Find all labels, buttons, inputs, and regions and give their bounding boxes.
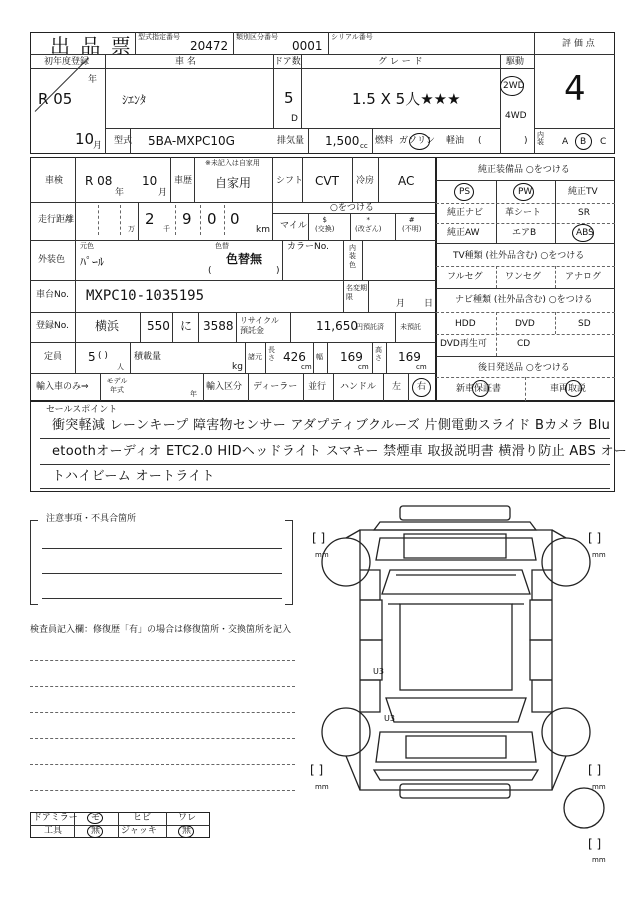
drive-2wd-circle: [500, 76, 524, 96]
divider: [436, 288, 615, 289]
divider: [170, 157, 171, 202]
caution-line: [42, 598, 282, 599]
divider: [386, 342, 387, 373]
shaken-month: 10: [142, 174, 158, 188]
km-unit: km: [256, 225, 270, 235]
divider: [436, 312, 615, 313]
drive-4wd[interactable]: 4WD: [505, 111, 527, 121]
divider: [436, 180, 615, 181]
u3-mark-a: U3: [373, 667, 384, 676]
exchange-option[interactable]: $ (交換): [315, 216, 335, 234]
divider: [272, 157, 273, 202]
sales-line-3: トハイビーム オートライト: [52, 469, 215, 484]
equip-abs-circle: [572, 224, 594, 242]
divider: [534, 32, 535, 154]
caution-line: [42, 573, 282, 574]
reg-num: 3588: [203, 319, 234, 333]
warranty-circle: [472, 380, 489, 397]
divider: [120, 205, 121, 235]
wid-unit: cm: [358, 363, 369, 371]
mileage-digit-3: 0: [207, 210, 217, 228]
history-value: 自家用: [215, 176, 252, 190]
shaken-year-unit: 年: [115, 188, 125, 198]
serial-label: シリアル番号: [331, 33, 373, 41]
first-reg-month: 10: [75, 130, 95, 148]
later-title: 後日発送品 ○をつける: [478, 363, 570, 373]
handle-left[interactable]: 左: [392, 382, 402, 392]
divider: [328, 32, 329, 54]
rating-value: 4: [564, 69, 586, 109]
paren-open: (: [208, 266, 212, 276]
inspector-line: [30, 790, 295, 791]
tools-label: 工具: [44, 826, 63, 836]
handle-label: ハンドル: [340, 382, 377, 392]
tv-analog[interactable]: アナログ: [565, 272, 602, 282]
naiso-label: 内装色: [349, 244, 356, 269]
divider: [194, 157, 195, 202]
equip-airbag[interactable]: エアB: [512, 228, 537, 238]
car-name: ｼｴﾝﾀ: [122, 93, 147, 107]
history-note: ※未記入は自家用: [205, 159, 260, 167]
divider: [282, 240, 283, 280]
mm-top-left: mm: [315, 551, 329, 559]
paren-close: ): [276, 266, 280, 276]
mark-instruction: ○をつける: [330, 203, 374, 213]
model-year-unit: 年: [190, 390, 197, 398]
dealer-option[interactable]: ディーラー: [253, 382, 298, 392]
divider: [436, 203, 615, 204]
divider: [130, 342, 131, 373]
divider: [135, 32, 136, 54]
divider: [273, 54, 274, 128]
chassis-label: 車台No.: [36, 290, 69, 300]
drive-2wd[interactable]: 2WD: [503, 81, 525, 91]
navi-cd[interactable]: CD: [517, 339, 531, 349]
divider: [496, 266, 497, 288]
inspector-line: [30, 660, 295, 661]
shift-value: CVT: [315, 174, 339, 188]
divider: [368, 280, 369, 312]
equip-tv[interactable]: 純正TV: [568, 187, 598, 197]
first-reg-label: 初年度登録: [44, 57, 90, 67]
mirror-label: ドアミラー: [33, 813, 78, 823]
color-label: 外装色: [38, 255, 66, 265]
mileage-man: 万: [128, 225, 135, 233]
capacity-value: 5: [88, 350, 96, 364]
tv-oneseg[interactable]: ワンセグ: [505, 272, 542, 282]
handle-right[interactable]: 右: [417, 382, 427, 392]
mileage-sen: 千: [163, 225, 170, 233]
dvd-play[interactable]: DVD再生可: [440, 339, 487, 349]
import-label: 輸入車のみ⇒: [36, 382, 89, 392]
mirror-circle: [87, 812, 103, 824]
divider: [534, 128, 615, 129]
bracket-top-left: [ ]: [312, 531, 326, 545]
ac-label: 冷房: [356, 176, 375, 186]
mileage-digit-4: 0: [230, 210, 240, 228]
divider: [302, 157, 303, 202]
first-reg-era: R 05: [38, 90, 73, 108]
navi-kind-title: ナビ種類 (社外品含む) ○をつける: [455, 295, 593, 305]
handle-right-circle: [412, 378, 431, 397]
divider: [500, 54, 501, 154]
class-number: 0001: [292, 39, 323, 53]
caution-label: 注意事項・不具合箇所: [46, 514, 137, 524]
inspector-label: 検査員記入欄：修復歴「有」の場合は修復箇所・交換箇所を記入: [30, 625, 292, 635]
divider: [30, 312, 436, 313]
mm-bot-right: mm: [592, 783, 606, 791]
mileage-label: 走行距離: [38, 215, 75, 225]
divider: [333, 373, 334, 401]
disp-label: 排気量: [277, 136, 305, 146]
load-label: 積載量: [134, 352, 162, 362]
disp-unit: cc: [360, 142, 368, 150]
mirror-option[interactable]: モ: [91, 813, 101, 823]
divider: [200, 205, 201, 235]
divider: [30, 373, 436, 374]
orig-color-label: 元色: [80, 242, 94, 250]
mileage-digit-2: 9: [182, 210, 192, 228]
inspector-line: [30, 686, 295, 687]
divider: [343, 280, 344, 312]
bracket-spare: [ ]: [588, 837, 602, 851]
divider: [138, 202, 139, 240]
regno-label: 登録No.: [36, 321, 69, 331]
dims-label: 諸元: [248, 353, 262, 361]
sales-line-2: etoothオーディオ ETC2.0 HIDヘッドライト スマキー 禁煙車 取扱説明書 横滑り防止 ABS オー: [52, 444, 628, 459]
bracket-top-right: [ ]: [588, 531, 602, 545]
divider: [175, 205, 176, 235]
equip-title: 純正装備品 ○をつける: [478, 165, 570, 175]
divider: [140, 312, 141, 342]
door-sub: D: [291, 114, 298, 124]
equip-leather[interactable]: 革シート: [505, 208, 542, 218]
color-change-label: 色替: [215, 242, 229, 250]
equip-pw[interactable]: PW: [518, 187, 533, 197]
type-value: 5BA-MXPC10G: [148, 134, 235, 148]
divider: [105, 128, 500, 129]
inspector-line: [30, 712, 295, 713]
shift-label: シフト: [276, 176, 304, 186]
divider: [555, 266, 556, 288]
divider: [395, 312, 396, 342]
fuel-gasoline[interactable]: ガソリン: [399, 136, 436, 146]
divider: [436, 356, 615, 357]
divider: [233, 32, 234, 54]
caution-bracket-left: [30, 520, 38, 605]
jack-circle: [178, 825, 194, 838]
car-diagram: [300, 500, 620, 845]
mm-spare: mm: [592, 856, 606, 864]
tamper-option[interactable]: * (改ざん): [355, 216, 382, 234]
divider: [40, 488, 610, 489]
load-unit: kg: [232, 362, 243, 372]
equip-ps-circle: [454, 183, 474, 201]
shaken-month-unit: 月: [158, 188, 168, 198]
crack-label[interactable]: ワレ: [178, 813, 197, 823]
fuel-circle: [409, 133, 430, 150]
history-label: 車歴: [174, 176, 193, 186]
divider: [308, 128, 309, 154]
form-title: 出 品 票: [50, 34, 133, 58]
jack-option[interactable]: 無: [182, 826, 192, 836]
color-change: 色替無: [226, 252, 263, 266]
divider: [308, 213, 309, 240]
model-label: 型式指定番号: [138, 33, 180, 41]
fuel-diesel[interactable]: 軽油: [446, 136, 465, 146]
divider: [224, 205, 225, 235]
meihen-month: 月: [396, 299, 406, 309]
divider: [98, 205, 99, 235]
divider: [313, 342, 314, 373]
grade-label: グ レ ー ド: [378, 57, 423, 67]
interior-label: 内装: [537, 131, 544, 146]
divider: [555, 312, 556, 334]
divider: [265, 342, 266, 373]
parallel-option[interactable]: 並行: [308, 382, 327, 392]
divider: [372, 342, 373, 373]
chassis-value: MXPC10-1035195: [86, 288, 205, 304]
divider: [436, 266, 615, 267]
tools-option[interactable]: 無: [91, 826, 101, 836]
jack-label: ジャッキ: [121, 826, 157, 836]
len-unit: cm: [301, 363, 312, 371]
interior-a[interactable]: A: [562, 137, 569, 147]
divider: [301, 54, 302, 128]
divider: [343, 240, 344, 280]
navi-sd[interactable]: SD: [578, 319, 591, 329]
divider: [496, 180, 497, 243]
class-label: 類別区分番号: [236, 33, 278, 41]
recycle-value: 11,650: [316, 319, 358, 333]
divider: [30, 202, 436, 203]
shaken-era: R 08: [85, 174, 113, 188]
paren-cap: ( ): [98, 351, 108, 361]
car-name-label: 車 名: [175, 57, 196, 67]
scratch-label[interactable]: ヒビ: [133, 813, 152, 823]
shaken-label: 車検: [45, 176, 64, 186]
divider: [534, 54, 615, 55]
later-manual[interactable]: 車両取説: [550, 384, 587, 394]
divider: [203, 373, 204, 401]
u3-mark-b: U3: [384, 714, 395, 723]
fuel-paren: (: [478, 136, 482, 146]
length-value: 426: [283, 350, 306, 364]
manual-circle: [565, 380, 582, 397]
tools-circle: [87, 825, 103, 838]
divider: [105, 54, 106, 154]
divider: [75, 157, 76, 373]
divider: [40, 464, 610, 465]
interior-c[interactable]: C: [600, 137, 607, 147]
divider: [383, 373, 384, 401]
divider: [555, 180, 556, 243]
inspector-line: [30, 764, 295, 765]
interior-circle: [575, 133, 592, 150]
tv-fullseg[interactable]: フルセグ: [447, 272, 483, 282]
interior-b[interactable]: B: [580, 137, 587, 147]
recycle-not[interactable]: 未預託: [400, 323, 421, 331]
equip-navi[interactable]: 純正ナビ: [447, 208, 484, 218]
divider: [290, 312, 291, 342]
divider: [100, 373, 101, 401]
rating-label: 評 価 点: [562, 39, 595, 49]
unknown-option[interactable]: # (不明): [402, 216, 422, 234]
equip-pw-circle: [513, 183, 534, 201]
reg-kana: に: [180, 319, 193, 333]
divider: [436, 223, 615, 224]
divider: [352, 157, 353, 202]
reg-class: 550: [147, 319, 170, 333]
drive-label: 駆動: [506, 57, 525, 67]
width-value: 169: [340, 350, 363, 364]
mm-top-right: mm: [592, 551, 606, 559]
recycle-done[interactable]: 円預託済: [356, 323, 384, 331]
month-unit: 月: [93, 141, 103, 151]
model-number: 20472: [190, 39, 229, 53]
tv-kind-title: TV種類 (社外品含む) ○をつける: [453, 251, 585, 261]
capacity-label: 定員: [44, 352, 63, 362]
year-unit: 年: [88, 75, 98, 85]
divider: [327, 342, 328, 373]
fuel-label: 燃料: [375, 136, 394, 146]
hgt-unit: cm: [416, 363, 427, 371]
mm-bot-left: mm: [315, 783, 329, 791]
divider: [30, 342, 436, 343]
orig-color: ﾊﾟｰﾙ: [80, 255, 105, 269]
caution-bracket-right: [285, 520, 293, 605]
bracket-bot-right: [ ]: [588, 763, 602, 777]
divider: [378, 157, 379, 202]
divider: [30, 280, 436, 281]
wid-label: 幅: [316, 353, 323, 361]
equip-sr[interactable]: SR: [578, 208, 590, 218]
color-no-label: カラーNo.: [287, 242, 329, 252]
divider: [198, 312, 199, 342]
equip-abs[interactable]: ABS: [576, 228, 594, 238]
divider: [245, 342, 246, 373]
divider: [118, 812, 119, 838]
divider: [30, 240, 436, 241]
divider: [436, 243, 615, 244]
doors-label: ドア数: [274, 57, 301, 67]
divider: [248, 373, 249, 401]
divider: [362, 240, 363, 280]
equip-aw[interactable]: 純正AW: [447, 228, 480, 238]
divider: [272, 202, 273, 240]
divider: [166, 812, 167, 838]
navi-dvd[interactable]: DVD: [515, 319, 535, 329]
len-label: 長さ: [268, 346, 275, 363]
doors-value: 5: [284, 89, 294, 107]
sales-label: セールスポイント: [46, 405, 118, 415]
later-warranty[interactable]: 新車保証書: [456, 384, 502, 394]
divider: [172, 312, 173, 342]
navi-hdd[interactable]: HDD: [455, 319, 476, 329]
grade-value: 1.5 X 5人★★★: [352, 90, 461, 108]
reg-city: 横浜: [95, 319, 120, 333]
meihen-day: 日: [424, 299, 434, 309]
divider: [372, 128, 373, 154]
caution-line: [42, 548, 282, 549]
capacity-unit: 人: [117, 363, 124, 371]
divider: [408, 373, 409, 401]
import-kind-label: 輸入区分: [206, 382, 243, 392]
mileage-digit-1: 2: [145, 210, 155, 228]
hgt-label: 高さ: [375, 346, 382, 363]
divider: [272, 213, 436, 214]
bracket-bot-left: [ ]: [310, 763, 324, 777]
divider: [436, 334, 615, 335]
sales-line-1: 衝突軽減 レーンキープ 障害物センサー アダプティブクルーズ 片側電動スライド Bカメラ Blu: [52, 418, 611, 433]
meihen-label: 名変期限: [346, 284, 367, 302]
equip-ps[interactable]: PS: [459, 187, 471, 197]
recycle-label: リサイクル預託金: [240, 316, 279, 336]
fuel-paren-close: ): [524, 136, 528, 146]
divider: [236, 312, 237, 342]
model-year-label: モデル年式: [106, 377, 128, 395]
divider: [40, 438, 610, 439]
height-value: 169: [398, 350, 421, 364]
divider: [395, 213, 396, 240]
type-label: 型式: [114, 136, 133, 146]
inspector-line: [30, 738, 295, 739]
divider: [130, 128, 131, 154]
divider: [525, 377, 526, 401]
divider: [350, 213, 351, 240]
ac-value: AC: [398, 174, 415, 188]
divider: [303, 373, 304, 401]
disp-value: 1,500: [325, 134, 360, 148]
mile-option[interactable]: マイル: [280, 221, 307, 231]
